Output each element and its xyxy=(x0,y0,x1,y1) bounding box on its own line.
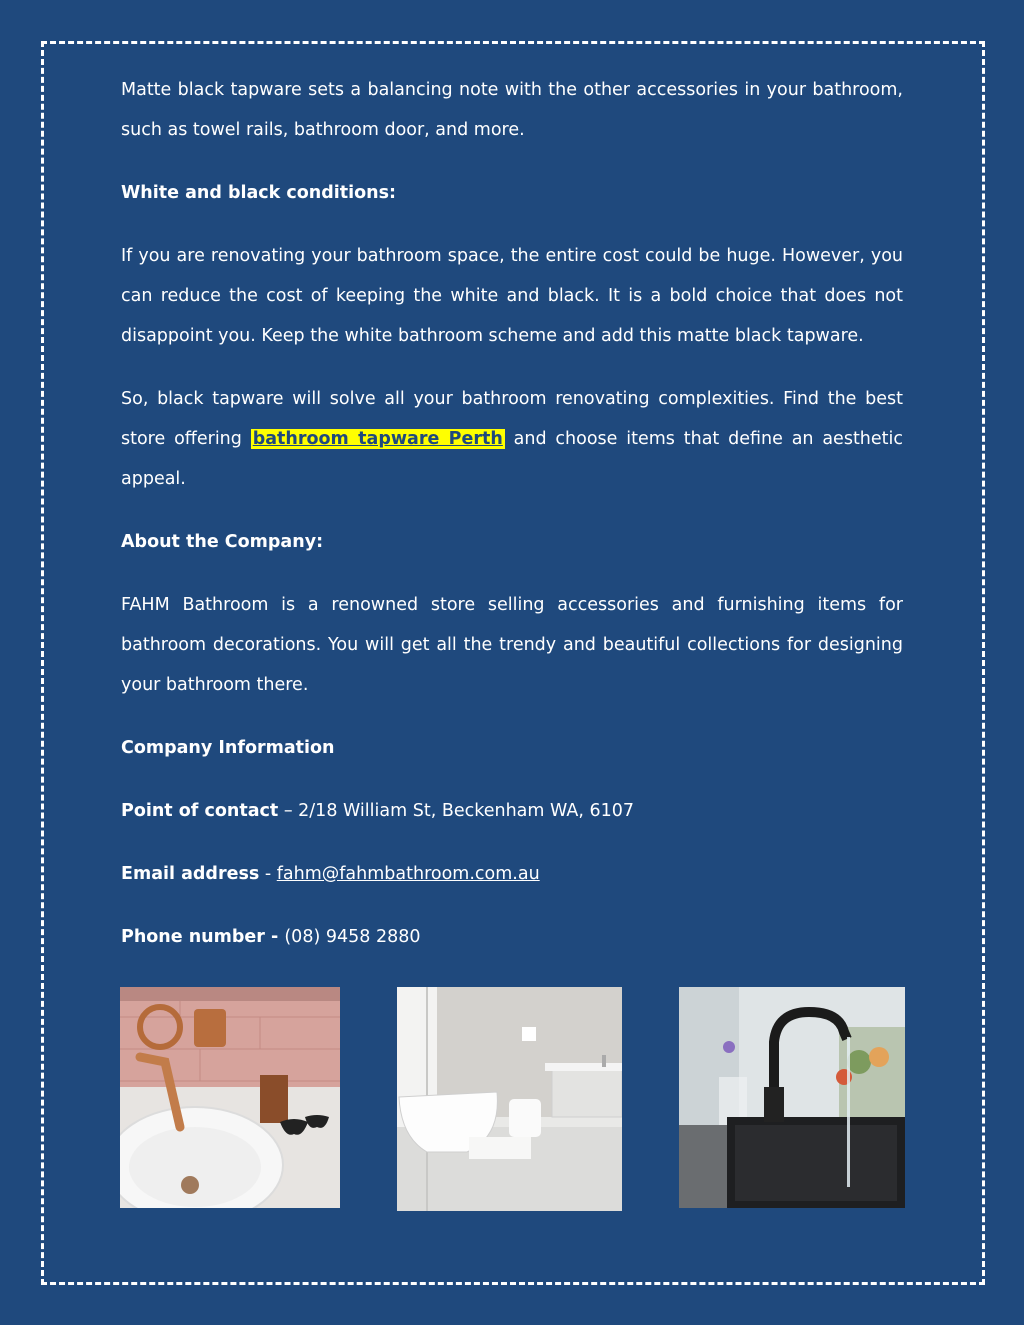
copper-tap-basin-photo xyxy=(120,987,340,1208)
phone-number-value: (08) 9458 2880 xyxy=(284,927,421,947)
heading-company-information: Company Information xyxy=(121,738,335,758)
point-of-contact-label: Point of contact xyxy=(121,801,279,821)
email-separator: - xyxy=(259,864,277,884)
point-of-contact-separator: – xyxy=(278,801,299,821)
paragraph-intro: Matte black tapware sets a balancing note with the other accessories in your bathroom, such as towel rails, bathroom door, and more. xyxy=(121,80,903,140)
contact-point-line xyxy=(121,791,903,831)
contact-email-line xyxy=(121,854,903,894)
document-body xyxy=(121,70,903,980)
paragraph-about-fahm: FAHM Bathroom is a renowned store selling accessories and furnishing items for bathroom decorations. You will get all the trendy and beautiful collections for designing your bathroom there. xyxy=(121,595,903,695)
point-of-contact-address: 2/18 William St, Beckenham WA, 6107 xyxy=(298,801,634,821)
phone-number-label: Phone number - xyxy=(121,927,285,947)
paragraph-text-before-link: So, black tapware will solve all your bathroom renovating complexities. Find the best store offering xyxy=(121,389,903,449)
email-address-label: Email address xyxy=(121,864,260,884)
paragraph-text-after-link: and choose items that define an aesthetic appeal. xyxy=(121,429,904,489)
contact-phone-line xyxy=(121,917,903,957)
heading-white-black: White and black conditions: xyxy=(121,183,397,203)
black-tap-sink-photo xyxy=(679,987,905,1208)
bathroom-tapware-perth-link[interactable]: bathroom tapware Perth xyxy=(252,429,503,449)
heading-about-company: About the Company: xyxy=(121,532,324,552)
paragraph-black-tapware xyxy=(121,379,903,499)
paragraph-renovating: If you are renovating your bathroom space, the entire cost could be huge. However, you can reduce the cost of keeping the white and black. It is a bold choice that does not disappoint you. Keep the white bathroom scheme and add this matte black tapware. xyxy=(121,246,903,346)
photo-strip xyxy=(0,987,1024,1211)
email-link[interactable]: fahm@fahmbathroom.com.au xyxy=(276,864,540,884)
white-bathroom-photo xyxy=(397,987,622,1211)
